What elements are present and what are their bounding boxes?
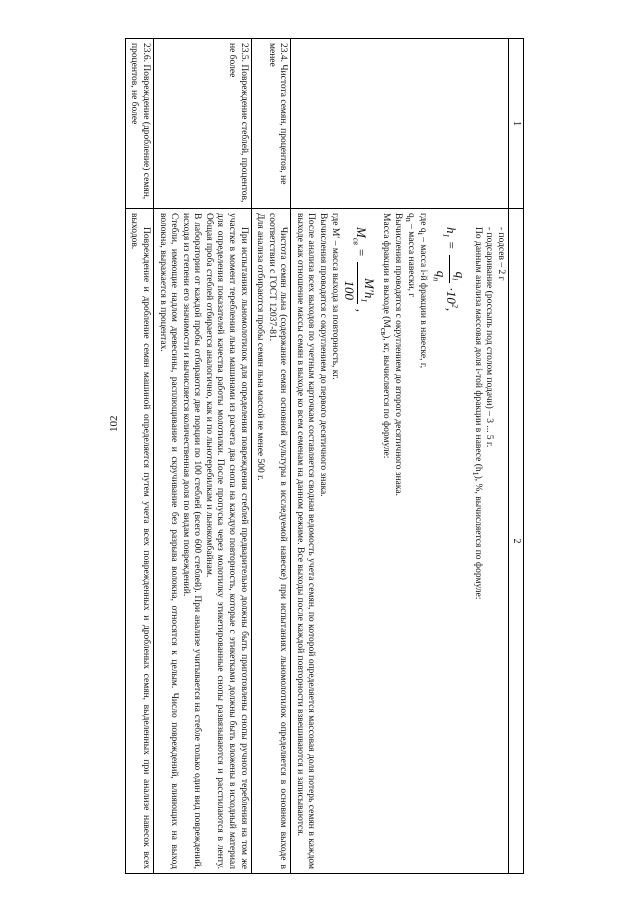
text-23-5-p3: Стебли, имеющие надлом древесины, расплющивание и скручивание без разрыва волокна, относятся к целым. Число повреждений, влияющих на выход волокна, выражается в процентах. (157, 213, 180, 869)
where-m: где M′ – масса выхода за повторность, кг. (329, 213, 340, 380)
text-23-4-p1: Чистота семян льна (содержание семян основной культуры в исследуемой навеске) при испытаниях льномолотилок определяется в основном выходе в соответствии с ГОСТ 12037-81. (266, 213, 289, 869)
mass-intro: Масса фракции в выходе $(M_{cв})$, кг, вычисляется по формуле: (379, 213, 392, 459)
formula-m: $M_{cв}$ = $M'h_1$ 100 , (342, 227, 377, 312)
where-qn: $q_n$ – масса навески, г (403, 213, 416, 298)
line-podsarivanie: - подсаривание (россыпь под столом подачи) – 3 ... 5 г. (484, 227, 495, 448)
text-23-4-p2: Для анализа отбираются пробы семян льна массой не менее 500 г. (255, 213, 266, 481)
text-23-5-p1: При испытаниях льномолотилок для определения повреждения стеблей предварительно должны быть приготовлены снопы ручного теребления на том же участке в момент теребления льна машинами из расчета два снопа на каждую повторность, которые с этикетками должны быть вложены в исходный материал для определения показателей качества работы молотилки. После пропуска через молотилку этикетированные снопы развязываются и расстилаются в ленту. Общая проба стеблей отбирается аналогично, как и по льнотеребилкам и льнокомбайнам. (203, 213, 249, 869)
header-col-2: 2 (508, 209, 523, 874)
table-row-continuation (291, 39, 509, 874)
label-23-6: 23.6. Повреждение (дробление) семян, процентов, не более (125, 39, 153, 209)
line-podsev: - подсев – 2 г (495, 227, 506, 281)
rounding-note-2: Вычисления проводятся с округлением до первого десятичного знака. (318, 213, 329, 497)
text-23-5-p2: В лаборатории от каждой пробы отбираются две порции по 100 стеблей (всего 600 стеблей). При анализе учитывается на стебле только один вид повреждений, исходя из степени его значимости и вычисляется количественная доля по видам повреждений. (180, 213, 203, 869)
cell-continuation (291, 209, 509, 874)
page-number: 102 (108, 415, 120, 432)
text-23-5 (153, 209, 251, 874)
label-23-4: 23.4. Чистота семян, процентов, не менее (251, 39, 291, 209)
text-23-4 (251, 209, 291, 874)
table-row-23-4 (251, 39, 291, 874)
header-col-1: 1 (508, 39, 523, 209)
table-header-row (508, 39, 523, 874)
summary-text: После анализа всех выходов по учетным карточкам составляется сводная ведомость учета семян, по которой определяется массовая доля потерь семян в каждом выходе как отношение массы семян в выходе ко всем семенам на данном режиме. Все выходы после каждой повторности взвешиваются и записываются. (294, 213, 317, 869)
text-23-6-p1: Повреждение и дробление семян машиной определяется путем учета всех поврежденных и дробленых семян, выделенных при анализе навесок всех выходов. (129, 213, 151, 869)
table-row-23-5 (153, 39, 251, 874)
label-23-5: 23.5. Повреждение стеблей, процентов, не более (153, 39, 251, 209)
where-q: где $q_i$ – масса i-й фракции в навеске, г, (416, 213, 429, 369)
requirements-table (125, 38, 524, 874)
rounding-note-1: Вычисления проводятся с округлением до второго десятичного знака. (393, 213, 404, 496)
rotated-page-content (51, 38, 524, 873)
cell-empty (291, 39, 509, 209)
formula-h: $h_1$ = $q_i$ $q_n$ $\cdot 10^2$, (431, 227, 469, 312)
analysis-intro: По данным анализа массовая доля i-той фракции в навесе $(h_1)$, %, вычисляется по формуле: (470, 227, 483, 600)
table-row-23-6 (125, 39, 153, 874)
text-23-6 (125, 209, 153, 874)
